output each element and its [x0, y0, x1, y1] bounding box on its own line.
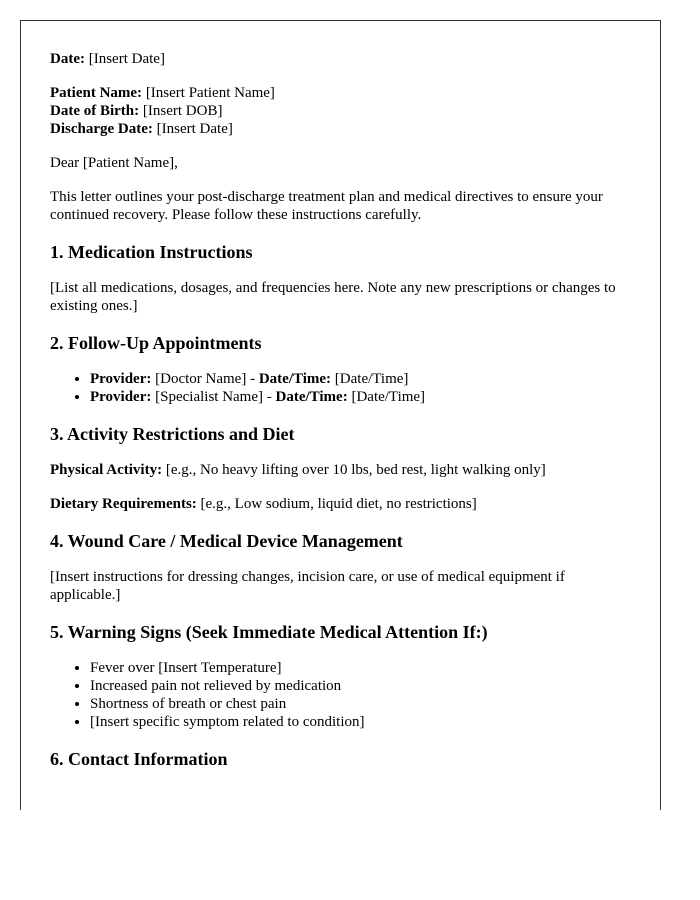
contact-heading: 6. Contact Information [50, 749, 228, 769]
wound-care-body: [Insert instructions for dressing changes, incision care, or use of medical equipment if applicable.] [50, 569, 565, 603]
physical-activity-value: [e.g., No heavy lifting over 10 lbs, bed rest, light walking only] [162, 462, 546, 478]
medication-body: [List all medications, dosages, and frequencies here. Note any new prescriptions or changes to existing ones.] [50, 280, 616, 314]
dob-line [50, 102, 620, 120]
followup-item [90, 388, 620, 406]
patient-name-line [50, 84, 620, 102]
discharge-date-line [50, 120, 620, 138]
warning-sign-item: • Increased pain not relieved by medication [90, 677, 620, 695]
datetime-value: [Date/Time] [347, 389, 426, 405]
patient-name-label: Patient Name: [50, 85, 143, 101]
warning-sign-item: • Fever over [Insert Temperature] [90, 659, 620, 677]
dietary-label: Dietary Requirements: [50, 496, 197, 512]
greeting: Dear [Patient Name], [50, 155, 178, 171]
provider-label: Provider: [90, 371, 152, 387]
intro-paragraph: This letter outlines your post-discharge treatment plan and medical directives to ensure your continued recovery. Please follow these instructions carefully. [50, 189, 603, 223]
date-line [50, 50, 620, 68]
datetime-label: Date/Time: [258, 371, 332, 387]
activity-heading: 3. Activity Restrictions and Diet [50, 424, 295, 444]
followup-item [90, 370, 620, 388]
followup-heading: 2. Follow-Up Appointments [50, 333, 262, 353]
wound-care-heading: 4. Wound Care / Medical Device Management [50, 531, 403, 551]
provider-value: [Specialist Name] - [151, 389, 276, 405]
discharge-date-value: [Insert Date] [152, 121, 233, 137]
datetime-label: Date/Time: [275, 389, 348, 405]
warning-signs-heading: 5. Warning Signs (Seek Immediate Medical Attention If:) [50, 622, 488, 642]
patient-info-block [50, 84, 620, 138]
followup-list [50, 370, 620, 406]
warning-sign-item: • Shortness of breath or chest pain [90, 695, 620, 713]
datetime-value: [Date/Time] [331, 371, 409, 387]
dietary-line [50, 495, 620, 513]
physical-activity-line [50, 461, 620, 479]
dob-label: Date of Birth: [50, 103, 140, 119]
patient-name-value: [Insert Patient Name] [142, 85, 275, 101]
physical-activity-label: Physical Activity: [50, 462, 163, 478]
letter-page [20, 20, 661, 810]
provider-value: [Doctor Name] - [151, 371, 259, 387]
dietary-value: [e.g., Low sodium, liquid diet, no restrictions] [196, 496, 477, 512]
warning-signs-list [50, 659, 620, 731]
date-value: [Insert Date] [84, 51, 165, 67]
provider-label: Provider: [90, 389, 152, 405]
discharge-date-label: Discharge Date: [50, 121, 153, 137]
date-label: Date: [50, 51, 85, 67]
date-block [50, 50, 620, 68]
warning-sign-item: • [Insert specific symptom related to condition] [90, 713, 620, 731]
dob-value: [Insert DOB] [139, 103, 223, 119]
medication-heading: 1. Medication Instructions [50, 242, 253, 262]
letter-content [50, 50, 620, 786]
